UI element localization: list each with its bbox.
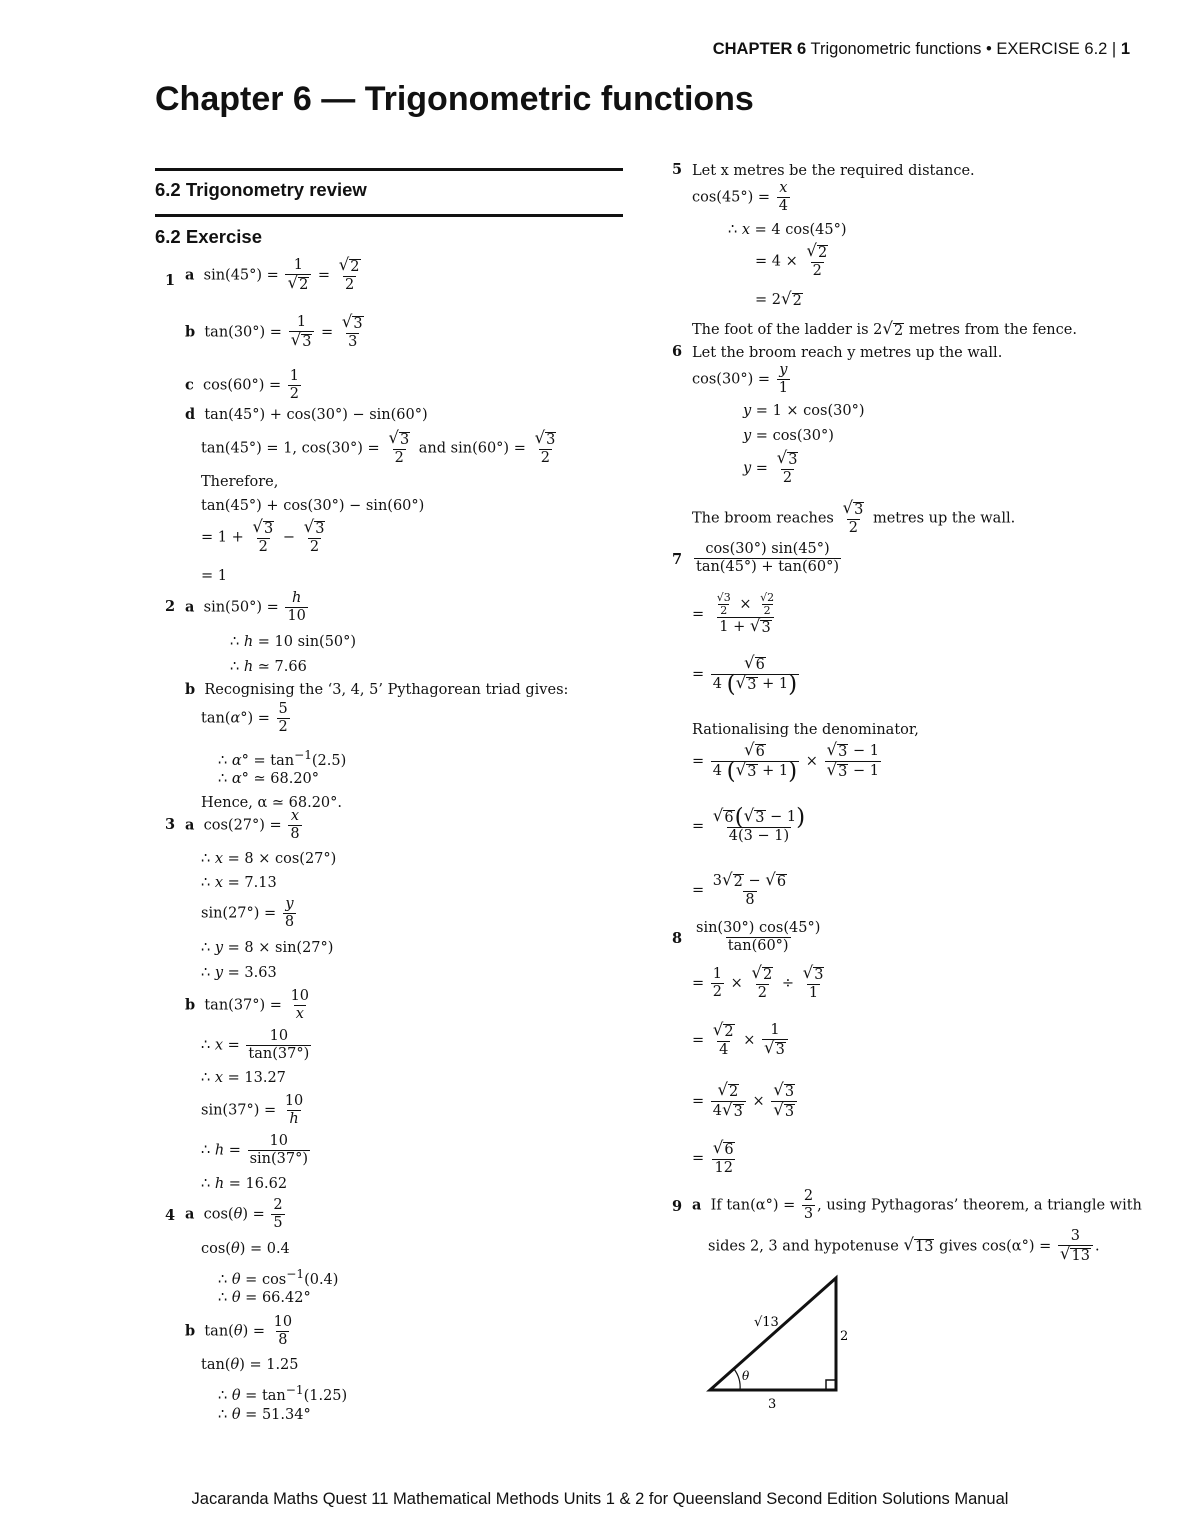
solution-text: Rationalising the denominator,: [692, 722, 919, 738]
solution-line: tan(45°) = 1, cos(30°) = √ 3 2 and sin(60°) = √ 3 2: [201, 428, 556, 466]
solution-line: ∴ x = 8 × cos(27°): [201, 851, 337, 867]
solution-text: metres up the wall.: [872, 510, 1016, 527]
subsection-heading: 6.2 Exercise: [155, 226, 262, 247]
adjacent-label: 3: [768, 1397, 777, 1412]
solution-text: Let the broom reach y metres up the wall.: [692, 345, 1003, 361]
angle-arc: [734, 1369, 740, 1390]
solution-line: d tan(45°) + cos(30°) − sin(60°): [185, 406, 428, 423]
solution-text: The broom reaches: [692, 510, 834, 527]
solution-line: ∴ $\theta = \cos^{-1}(0.4)$: [218, 1267, 339, 1288]
solution-line: $\frac{\cos(30^\circ) \sin(45^\circ)}{\tan(45^\circ) + \tan(60^\circ)}$: [696, 541, 840, 575]
solution-text: Recognising the ‘3, 4, 5’ Pythagorean triad gives:: [204, 682, 569, 698]
chapter-topic: Trigonometric functions: [810, 40, 982, 58]
chapter-label: CHAPTER 6: [712, 40, 807, 58]
question-number: 1: [165, 272, 176, 289]
solution-text: Therefore,: [201, 474, 279, 490]
solution-line: cos(45°) = $\frac{x}{4}$: [692, 180, 788, 214]
solution-text: , using Pythagoras’ theorem, a triangle with: [817, 1197, 1142, 1214]
solution-line: y = cos(30°): [743, 428, 834, 444]
triangle-shape: [710, 1278, 836, 1390]
solution-line: $\frac{\sin(30^\circ) \cos(45^\circ)}{\tan(60^\circ)}$: [696, 920, 821, 954]
solution-line: ∴ α° ≃ 68.20°: [218, 771, 320, 787]
solution-text: Let x metres be the required distance.: [692, 163, 975, 179]
question-number: 3: [165, 816, 176, 833]
solution-line: a cos(27°) = $\frac{x}{8}$: [185, 808, 300, 842]
solution-line: a sin(45°) = 1 √ 2 = √ 2 2: [185, 255, 360, 293]
solution-line: The foot of the ladder is 2 √ 2 metres from the fence.: [692, 319, 1077, 339]
solution-line: = √ 6 4 ( √ 3 + 1): [692, 653, 798, 698]
solution-line: ∴ x = $\frac{10}{\tan(37^\circ)}$: [201, 1028, 310, 1062]
solution-line: y = √ 3 2: [743, 448, 798, 486]
solution-line: ∴ h = 16.62: [201, 1176, 288, 1192]
solution-line: = 2 √ 2: [755, 289, 802, 309]
solution-line: ∴ θ = 51.34°: [218, 1407, 311, 1423]
opposite-label: 2: [840, 1329, 849, 1344]
solution-line: cos(θ) = 0.4: [201, 1241, 290, 1257]
solution-line: c cos(60°) = $\frac{1}{2}$: [185, 368, 299, 402]
solution-line: sin(27°) = $\frac{y}{8}$: [201, 896, 295, 930]
solution-line: = 3 √ 2 − √ 6 8: [692, 870, 787, 908]
solution-line: a sin(50°) = $\frac{h}{10}$: [185, 590, 306, 624]
solution-text: The foot of the ladder is 2: [692, 322, 883, 338]
solution-line: tan(θ) = 1.25: [201, 1357, 299, 1373]
solution-line: ∴ h = $\frac{10}{\sin(37^\circ)}$: [201, 1133, 308, 1167]
bullet-icon: •: [985, 40, 992, 58]
question-number: 5: [672, 161, 683, 178]
solution-line: = √ 2 4 √ 3 × √ 3 √ 3: [692, 1082, 799, 1121]
solution-line: b tan(30°) = 1 √ 3 = √ 3 3: [185, 312, 363, 350]
solution-line: y = 1 × cos(30°): [743, 403, 865, 419]
solution-line: tan(45°) + cos(30°) − sin(60°): [201, 498, 425, 514]
solution-line: a cos(θ) = $\frac{2}{5}$: [185, 1197, 283, 1231]
solution-line: ∴ y = 3.63: [201, 965, 277, 981]
solution-line: ∴ x = 7.13: [201, 875, 277, 891]
solution-text: gives cos(α°) =: [939, 1238, 1052, 1255]
solution-line: ∴ h ≃ 7.66: [230, 659, 307, 675]
solution-line: ∴ $\alpha^\circ = \tan^{-1}(2.5)$: [218, 748, 347, 769]
solution-line: sides 2, 3 and hypotenuse √ 13 gives cos(α°) = 3 √ 13 .: [708, 1228, 1100, 1264]
solution-line: The broom reaches √ 3 2 metres up the wall.: [692, 498, 1016, 536]
hypotenuse-label: √13: [754, 1315, 779, 1330]
bottom-rule: [155, 214, 623, 217]
solution-line: = $\frac{1}{2}$ × √ 2 2 ÷ √ 3 1: [692, 963, 824, 1001]
solution-line: = √ 6 4 ( √ 3 + 1) × √ 3 − 1 √ 3 − 1: [692, 740, 879, 785]
solution-line: b Recognising the ‘3, 4, 5’ Pythagorean triad gives:: [185, 681, 569, 698]
solution-line: ∴ $\theta = \tan^{-1}(1.25)$: [218, 1383, 348, 1404]
solution-text: Hence, α ≃ 68.20°.: [201, 795, 343, 811]
solution-line: ∴ x = 13.27: [201, 1070, 286, 1086]
solution-line: = 4 × √ 2 2: [755, 241, 828, 279]
chapter-title: Chapter 6 — Trigonometric functions: [155, 80, 754, 118]
solution-line: = √ 6 ( √ 3 − 1) 4(3 − 1): [692, 803, 806, 844]
solution-line: b tan(37°) = $\frac{10}{x}$: [185, 988, 310, 1022]
question-number: 6: [672, 343, 683, 360]
solution-line: = √ 2 4 × 1 √ 3: [692, 1022, 790, 1059]
section-heading: 6.2 Trigonometry review: [155, 179, 367, 200]
solution-text: sides 2, 3 and hypotenuse: [708, 1238, 899, 1255]
solution-line: ∴ y = 8 × sin(27°): [201, 940, 334, 956]
solution-line: = √ 6 12: [692, 1138, 734, 1176]
solution-text: metres from the fence.: [908, 322, 1077, 338]
right-triangle-diagram: [700, 1270, 860, 1415]
top-rule: [155, 168, 623, 171]
exercise-label: EXERCISE 6.2: [996, 40, 1108, 58]
angle-label: θ: [742, 1369, 750, 1383]
solution-line: cos(30°) = $\frac{y}{1}$: [692, 362, 788, 396]
solution-line: tan(α°) = $\frac{5}{2}$: [201, 701, 288, 735]
solution-line: ∴ θ = 66.42°: [218, 1290, 311, 1306]
footer: Jacaranda Maths Quest 11 Mathematical Methods Units 1 & 2 for Queensland Second Edition Solutions Manual: [191, 1490, 1009, 1508]
question-number: 7: [672, 551, 683, 568]
page-number: 1: [1120, 40, 1130, 58]
question-number: 2: [165, 598, 176, 615]
solution-line: b tan(θ) = $\frac{10}{8}$: [185, 1314, 293, 1348]
solution-line: = 1 + √ 3 2 − √ 3 2: [201, 517, 325, 555]
solution-line: a If tan(α°) = $\frac{2}{3}$ , using Pythagoras’ theorem, a triangle with: [692, 1188, 1142, 1222]
solution-text: If tan(α°) =: [710, 1197, 796, 1214]
solution-line: = 1: [201, 568, 227, 584]
solution-line: ∴ x = 4 cos(45°): [728, 222, 847, 238]
solution-line: sin(37°) = $\frac{10}{h}$: [201, 1093, 304, 1127]
solution-line: = $\frac{√3}{2}$ × $\frac{√2}{2}$ 1 + √ 3: [692, 591, 775, 636]
question-number: 8: [672, 930, 683, 947]
running-header: [713, 40, 1130, 59]
question-number: 4: [165, 1207, 176, 1224]
question-number: 9: [672, 1198, 683, 1215]
solution-line: ∴ h = 10 sin(50°): [230, 634, 357, 650]
separator: |: [1111, 40, 1117, 58]
